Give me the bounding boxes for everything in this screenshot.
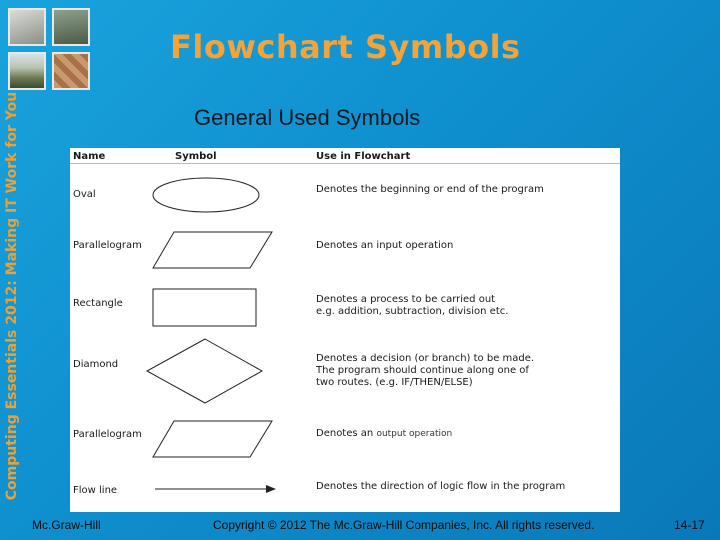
row-name-oval: Oval	[73, 189, 96, 200]
use-line: Denotes a decision (or branch) to be made.	[316, 353, 535, 364]
use-line: The program should continue along one of	[316, 365, 529, 376]
header-divider	[70, 163, 620, 164]
use-line: Denotes an input operation	[316, 240, 454, 251]
footer-page-number: 14-17	[674, 518, 705, 532]
use-line: two routes. (e.g. IF/THEN/ELSE)	[316, 377, 473, 388]
diamond-symbol	[146, 338, 264, 404]
row-use-flow-line	[316, 481, 565, 493]
row-name-parallelogram-output: Parallelogram	[73, 429, 142, 440]
slide-subtitle: General Used Symbols	[194, 105, 421, 130]
thumbnail-image-1	[8, 8, 46, 46]
row-use-diamond	[316, 353, 534, 389]
oval-symbol	[150, 175, 262, 215]
parallelogram-symbol	[152, 230, 274, 270]
use-line: Denotes the beginning or end of the program	[316, 184, 544, 195]
row-use-output	[316, 428, 452, 440]
row-use-input	[316, 240, 453, 252]
row-name-parallelogram-input: Parallelogram	[73, 240, 142, 251]
slide-title: Flowchart Symbols	[170, 28, 521, 66]
use-line: e.g. addition, subtraction, division etc.	[316, 306, 509, 317]
column-header-name: Name	[73, 151, 106, 162]
thumbnail-image-2	[52, 8, 90, 46]
column-header-symbol: Symbol	[175, 151, 217, 162]
use-suffix: output operation	[376, 429, 453, 439]
use-line: Denotes a process to be carried out	[316, 294, 496, 305]
side-title-container	[0, 91, 24, 501]
thumbnail-image-4	[52, 52, 90, 90]
row-use-rectangle	[316, 294, 508, 318]
row-name-flow-line: Flow line	[73, 485, 118, 496]
row-name-diamond: Diamond	[73, 359, 119, 370]
parallelogram-symbol	[152, 419, 274, 459]
row-name-rectangle: Rectangle	[73, 298, 123, 309]
thumbnail-image-3	[8, 52, 46, 90]
header-photo-thumbnails	[8, 8, 90, 92]
use-line: Denotes the direction of logic flow in the program	[316, 481, 566, 492]
arrow-symbol	[154, 482, 278, 496]
footer-copyright: Copyright © 2012 The Mc.Graw-Hill Companies, Inc. All rights reserved.	[213, 518, 595, 532]
use-prefix: Denotes an	[316, 428, 374, 439]
column-header-use: Use in Flowchart	[316, 151, 411, 162]
row-use-oval	[316, 184, 544, 196]
flowchart-symbols-table	[70, 148, 620, 512]
footer-publisher: Mc.Graw-Hill	[32, 518, 101, 532]
side-title: Computing Essentials 2012: Making IT Work for You	[4, 91, 20, 501]
rectangle-symbol	[152, 288, 258, 328]
